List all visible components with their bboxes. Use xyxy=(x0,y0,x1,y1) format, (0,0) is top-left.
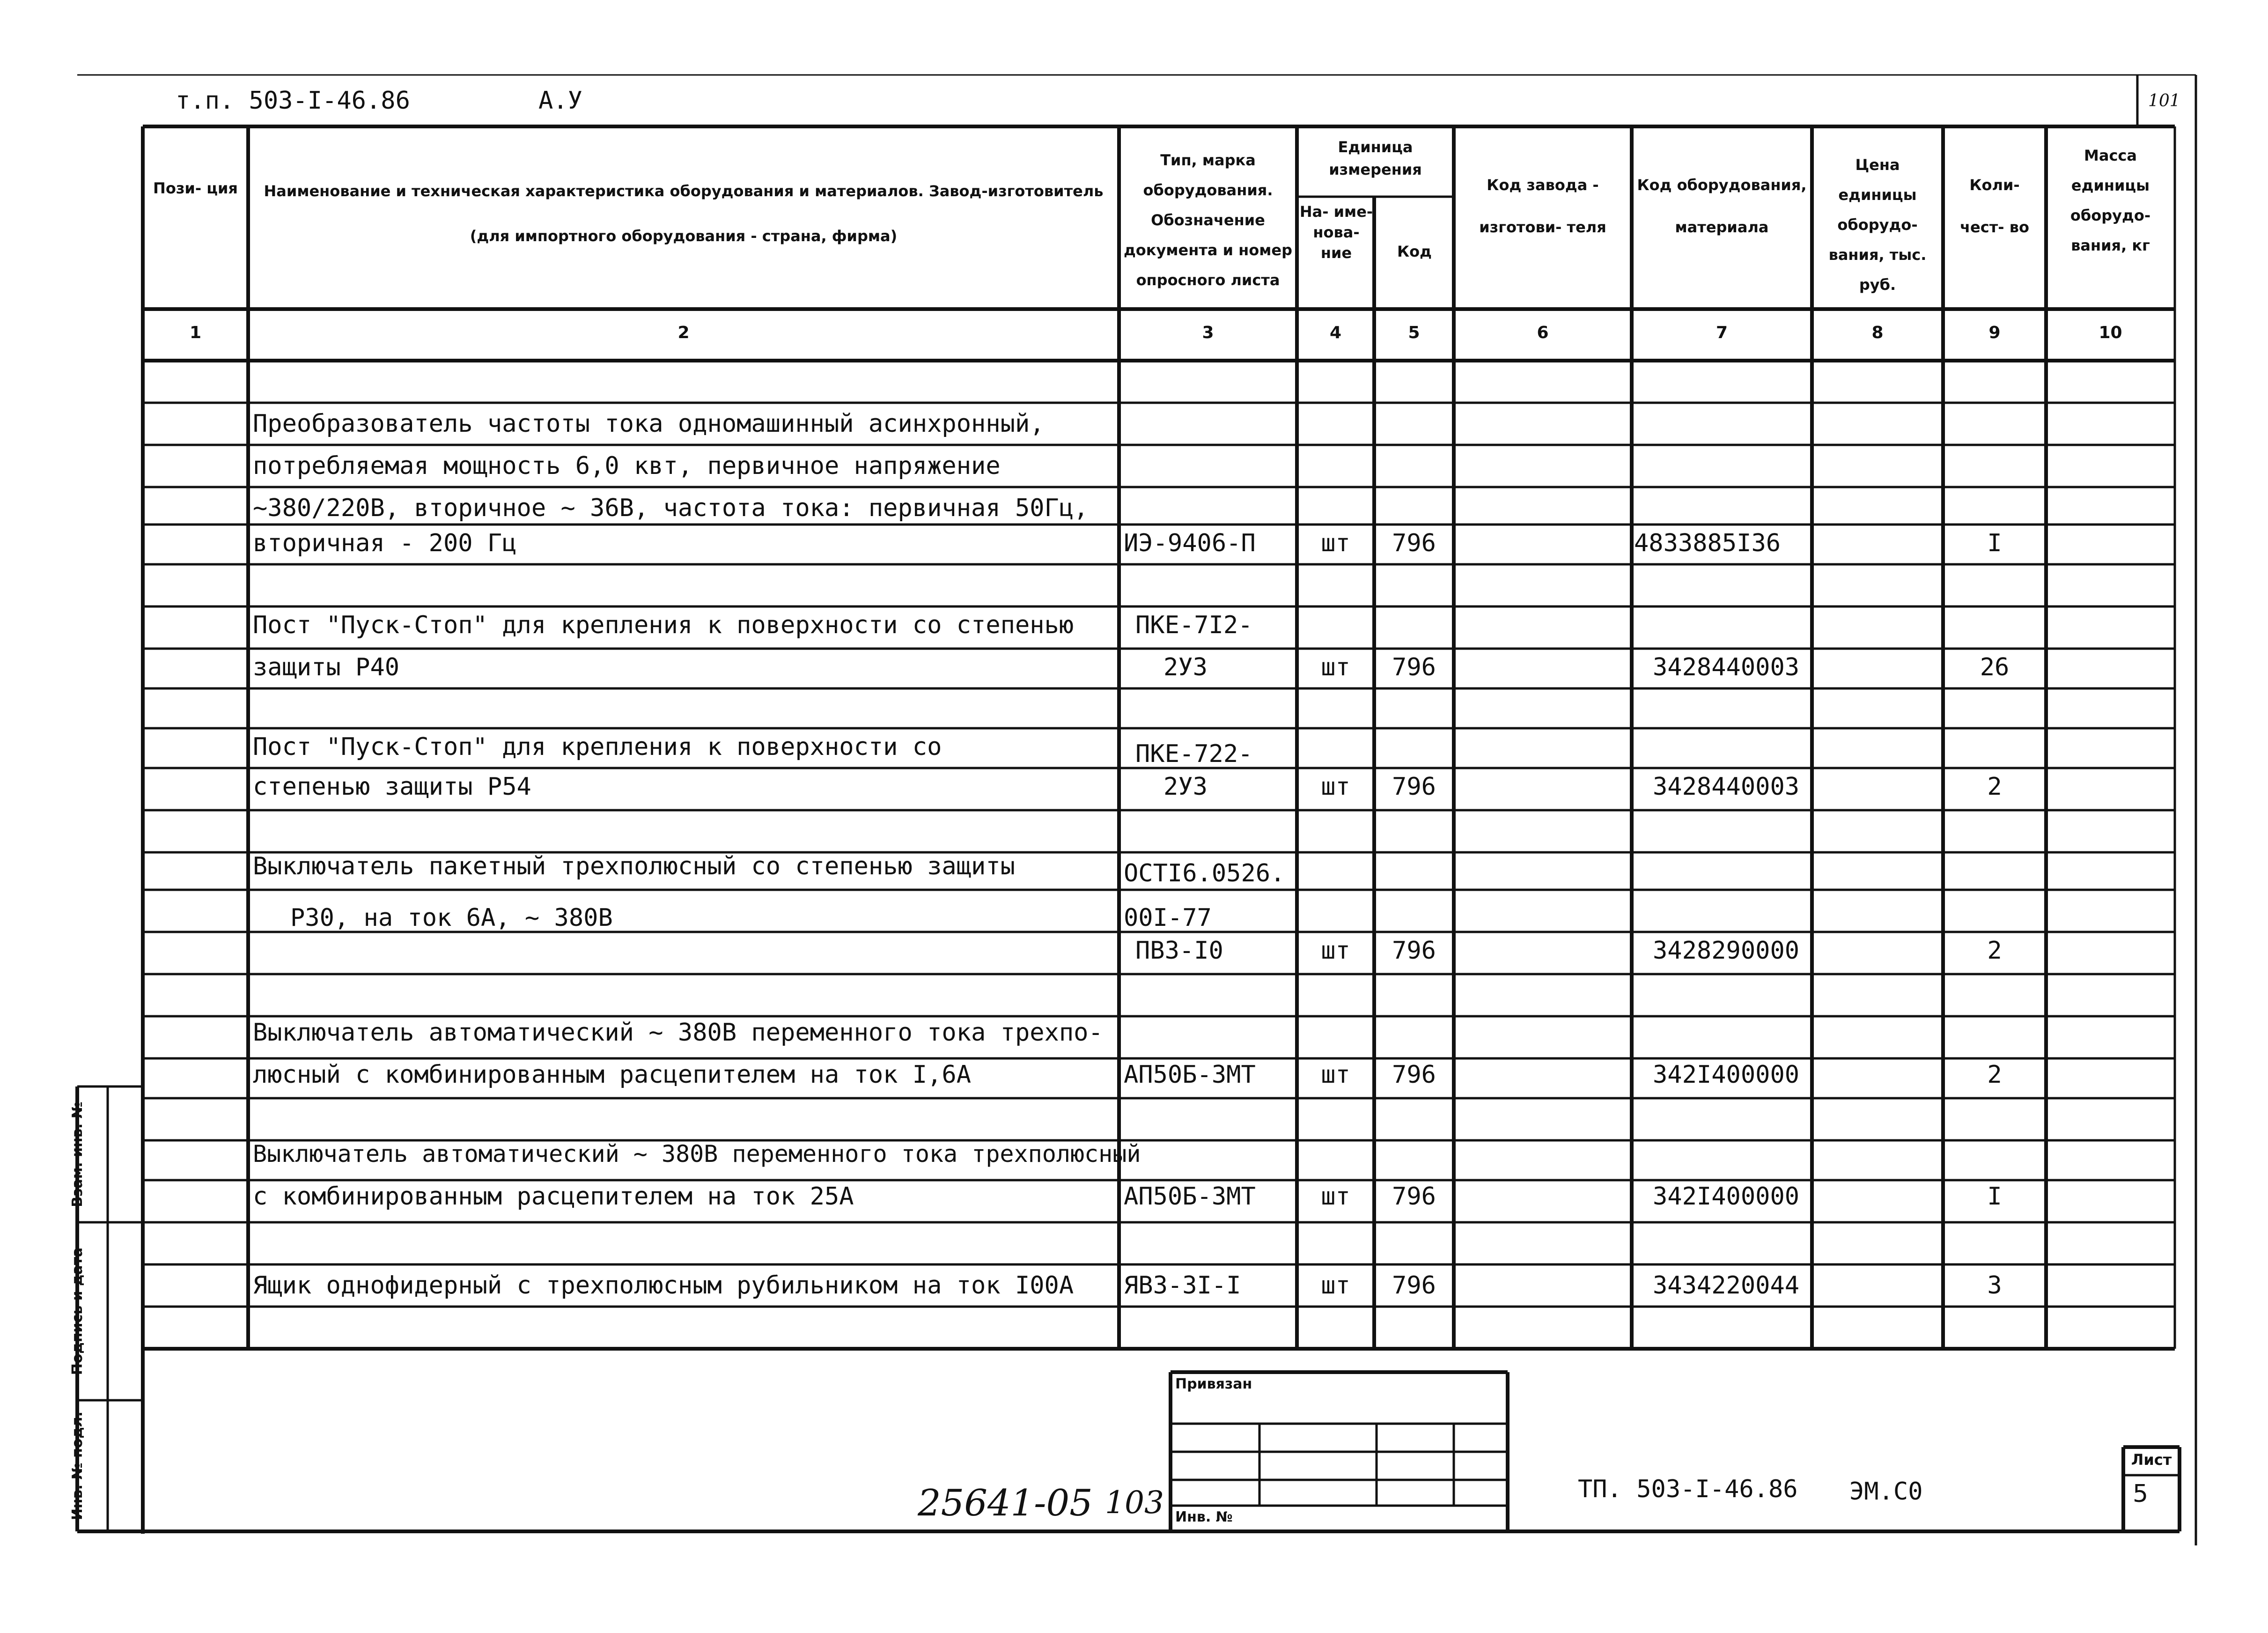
side-stamp-inv-original: Инв. № подл. xyxy=(69,1411,86,1521)
item-unit: шт xyxy=(1321,1061,1350,1089)
header-type: Тип, марка оборудования. Обозначение документа и номер опросного листа xyxy=(1123,151,1293,289)
item-type: ПКЕ-722- xyxy=(1135,740,1253,768)
handwritten-number-2: 103 xyxy=(1105,1485,1164,1521)
item-name: Ящик однофидерный с трехполюсным рубильником на ток I00А xyxy=(253,1271,1074,1300)
item-equip-code: 342I400000 xyxy=(1653,1061,1800,1089)
item-unit: шт xyxy=(1321,937,1350,965)
item-unit: шт xyxy=(1321,653,1350,681)
col-number-6: 6 xyxy=(1537,323,1549,342)
item-equip-code: 3428290000 xyxy=(1653,937,1800,965)
item-name: с комбинированным расцепителем на ток 25А xyxy=(253,1182,854,1211)
item-type: ОСТI6.0526. xyxy=(1124,859,1285,887)
item-type: 2У3 xyxy=(1163,773,1208,801)
item-quantity: 2 xyxy=(1987,773,2002,801)
item-type: 00I-77 xyxy=(1124,904,1212,932)
item-unit: шт xyxy=(1321,1271,1350,1300)
item-unit-code: 796 xyxy=(1392,1061,1436,1089)
header-price: Цена единицы оборудо- вания, тыс. руб. xyxy=(1828,156,1927,294)
item-name: ~380/220В, вторичное ~ 36В, частота тока: первичная 50Гц, xyxy=(253,494,1089,522)
item-quantity: 2 xyxy=(1987,937,2002,965)
item-unit: шт xyxy=(1321,529,1350,557)
item-name: Выключатель пакетный трехполюсный со степенью защиты xyxy=(253,852,1015,880)
item-type: ЯВ3-3I-I xyxy=(1124,1271,1241,1300)
item-equip-code: 342I400000 xyxy=(1653,1182,1800,1211)
item-name: люсный с комбинированным расцепителем на ток I,6А xyxy=(253,1061,972,1089)
item-quantity: 26 xyxy=(1980,653,2010,681)
item-name: Пост "Пуск-Стоп" для крепления к поверхности со xyxy=(253,733,942,761)
header-unit-name: На- име- нова- ние xyxy=(1299,203,1373,262)
item-unit-code: 796 xyxy=(1392,937,1436,965)
item-equip-code: 4833885I36 xyxy=(1634,529,1781,557)
item-unit-code: 796 xyxy=(1392,1271,1436,1300)
col-number-1: 1 xyxy=(189,323,202,342)
item-type: ИЭ-9406-П xyxy=(1124,529,1256,557)
item-unit-code: 796 xyxy=(1392,529,1436,557)
item-name: Р30, на ток 6А, ~ 380В xyxy=(290,904,613,932)
col-number-7: 7 xyxy=(1716,323,1728,342)
side-stamp-replace-inv: Взам. инв. № xyxy=(69,1101,86,1207)
side-stamp-sign-date: Подпись и дата xyxy=(69,1247,86,1375)
item-type: ПКЕ-7I2- xyxy=(1135,611,1253,639)
item-name: Выключатель автоматический ~ 380В переменного тока трехполюсный xyxy=(253,1140,1141,1167)
item-unit-code: 796 xyxy=(1392,653,1436,681)
item-name: Преобразователь частоты тока одномашинный асинхронный, xyxy=(253,410,1045,438)
item-equip-code: 3434220044 xyxy=(1653,1271,1800,1300)
header-unit-group: Единица измерения xyxy=(1329,138,1422,178)
sheet-number: 5 xyxy=(2133,1480,2149,1508)
col-number-5: 5 xyxy=(1408,323,1420,342)
item-unit: шт xyxy=(1321,773,1350,801)
header-quantity: Коли- чест- во xyxy=(1960,176,2029,236)
col-number-4: 4 xyxy=(1329,323,1342,342)
col-number-2: 2 xyxy=(677,323,690,342)
inventory-label: Инв. № xyxy=(1175,1509,1233,1525)
item-type: ПВ3-I0 xyxy=(1135,937,1223,965)
item-name: вторичная - 200 Гц xyxy=(253,529,517,557)
item-unit: шт xyxy=(1321,1182,1350,1211)
item-quantity: 2 xyxy=(1987,1061,2002,1089)
item-unit-code: 796 xyxy=(1392,773,1436,801)
col-number-3: 3 xyxy=(1202,323,1214,342)
sheet-label: Лист xyxy=(2131,1451,2172,1469)
item-quantity: I xyxy=(1987,529,2002,557)
header-position: Пози- ция xyxy=(153,179,238,197)
header-unit-code: Код xyxy=(1397,243,1432,260)
header-mass: Масса единицы оборудо- вания, кг xyxy=(2070,147,2151,254)
album-code: А.У xyxy=(538,87,582,115)
bound-label: Привязан xyxy=(1175,1376,1252,1392)
item-name: потребляемая мощность 6,0 квт, первичное напряжение xyxy=(253,452,1001,480)
item-type: 2У3 xyxy=(1163,653,1208,681)
item-name: степенью защиты Р54 xyxy=(253,773,531,801)
item-equip-code: 3428440003 xyxy=(1653,773,1800,801)
handwritten-number: 25641-05 xyxy=(918,1482,1093,1524)
header-name: Наименование и техническая характеристика оборудования и материалов. Завод-изготовитель (для импортного оборудования - страна, фирма) xyxy=(264,182,1104,245)
header-equip-code: Код оборудования, материала xyxy=(1637,176,1807,236)
col-number-10: 10 xyxy=(2099,323,2122,342)
col-number-9: 9 xyxy=(1988,323,2001,342)
item-quantity: I xyxy=(1987,1182,2002,1211)
doc-code-bottom: ТП. 503-I-46.86 xyxy=(1578,1475,1798,1503)
item-type: АП50Б-3МТ xyxy=(1124,1182,1256,1211)
item-name: Выключатель автоматический ~ 380В переменного тока трехпо- xyxy=(253,1019,1103,1047)
header-plant-code: Код завода - изготови- теля xyxy=(1479,176,1606,236)
doc-code-top: т.п. 503-I-46.86 xyxy=(176,87,410,115)
item-type: АП50Б-3МТ xyxy=(1124,1061,1256,1089)
item-name: защиты Р40 xyxy=(253,653,400,681)
item-unit-code: 796 xyxy=(1392,1182,1436,1211)
item-quantity: 3 xyxy=(1987,1271,2002,1300)
doc-mark: ЭМ.С0 xyxy=(1849,1478,1923,1506)
item-name: Пост "Пуск-Стоп" для крепления к поверхности со степенью xyxy=(253,611,1074,639)
page-corner-number: 101 xyxy=(2148,91,2180,111)
col-number-8: 8 xyxy=(1871,323,1884,342)
item-equip-code: 3428440003 xyxy=(1653,653,1800,681)
